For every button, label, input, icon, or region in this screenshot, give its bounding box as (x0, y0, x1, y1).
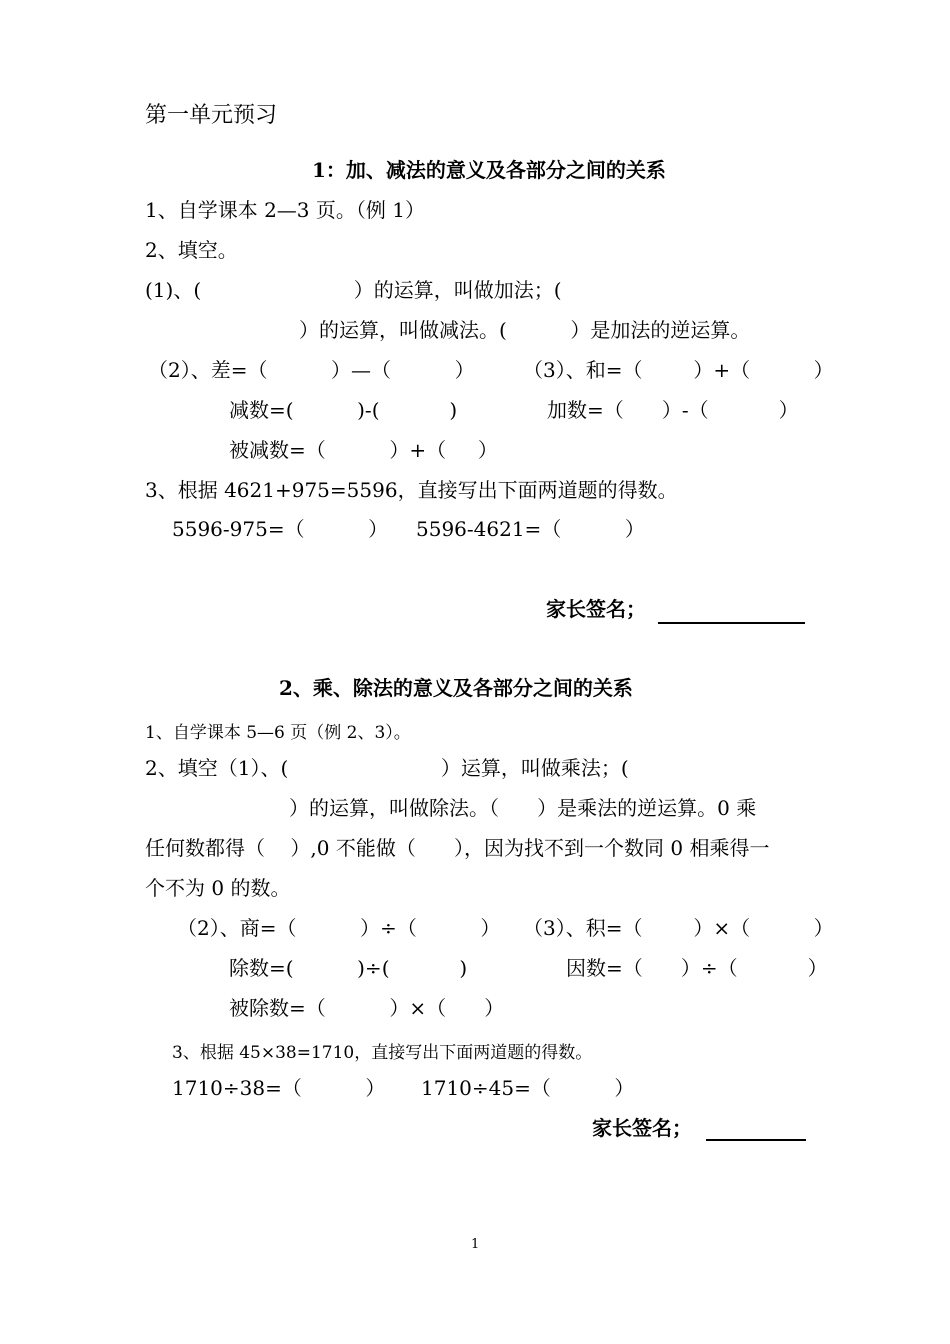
s2-signature-line[interactable] (706, 1139, 806, 1141)
s1-minuend-formula: 被减数=（ ）+（ ） (229, 438, 498, 462)
s1-calc-1: 5596-975=（ ） (172, 517, 389, 541)
s2-signature-label: 家长签名； (592, 1116, 692, 1140)
s1-question-2: 2、填空。 (145, 238, 238, 262)
s2-calc-2: 1710÷45=（ ） (421, 1076, 635, 1100)
s2-question-3: 3、根据 45×38=1710，直接写出下面两道题的得数。 (172, 1043, 593, 1063)
s1-fill-subtraction: ）的运算，叫做减法。( ）是加法的逆运算。 (299, 318, 751, 342)
s1-question-1: 1、自学课本 2—3 页。（例 1） (145, 198, 425, 222)
s2-fill-multiplication: 2、填空（1）、( ）运算，叫做乘法；( (145, 756, 629, 780)
section2-heading: 2、乘、除法的意义及各部分之间的关系 (279, 676, 633, 700)
s2-product-formula: （3）、积=（ ）×（ ） (523, 916, 834, 940)
s2-factor-formula: 因数=（ ）÷（ ） (566, 956, 828, 980)
s1-sum-formula: （3）、和=（ ）+（ ） (523, 358, 834, 382)
page-number: 1 (471, 1237, 480, 1252)
s2-calc-1: 1710÷38=（ ） (172, 1076, 386, 1100)
s1-calc-2: 5596-4621=（ ） (416, 517, 645, 541)
s2-fill-zero: 任何数都得（ ）,0 不能做（ ），因为找不到一个数同 0 相乘得一 (145, 836, 770, 860)
s2-divisor-formula: 除数=( )÷( ) (229, 956, 468, 980)
s1-fill-addition: (1)、( ）的运算，叫做加法；( (145, 278, 562, 302)
s1-subtrahend-formula: 减数=( )-( ) (229, 398, 458, 422)
s2-question-1: 1、自学课本 5—6 页（例 2、3）。 (145, 723, 411, 743)
section1-heading: 1：加、减法的意义及各部分之间的关系 (312, 158, 666, 182)
s2-dividend-formula: 被除数=（ ）×（ ） (229, 996, 505, 1020)
s1-signature-label: 家长签名； (546, 597, 646, 621)
s2-quotient-formula: （2）、商=（ ）÷（ ） (177, 916, 501, 940)
s1-addend-formula: 加数=（ ）-（ ） (547, 398, 799, 422)
s2-fill-zero-end: 个不为 0 的数。 (145, 876, 291, 900)
s1-signature-line[interactable] (658, 622, 805, 624)
s1-question-3: 3、根据 4621+975=5596，直接写出下面两道题的得数。 (145, 478, 678, 502)
page-title: 第一单元预习 (145, 103, 278, 128)
s2-fill-division: ）的运算，叫做除法。（ ）是乘法的逆运算。0 乘 (289, 796, 757, 820)
s1-difference-formula: （2）、差=（ ）—（ ） (148, 358, 475, 382)
